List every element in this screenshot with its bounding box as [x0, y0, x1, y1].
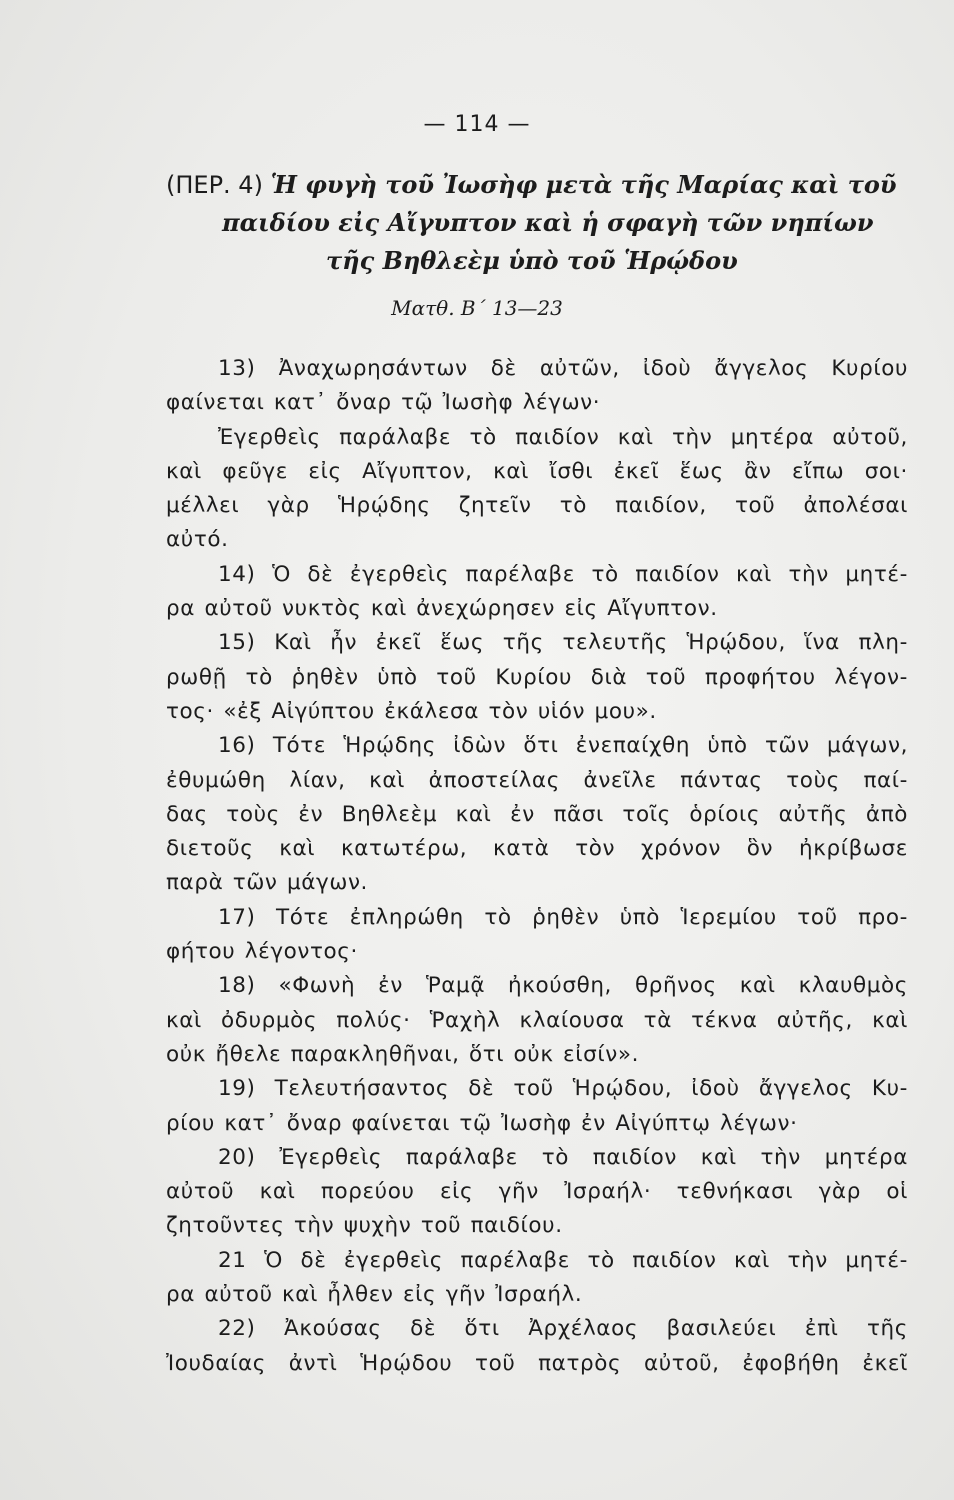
text-line: ρωθῇ τὸ ῥηθὲν ὑπὸ τοῦ Κυρίου διὰ τοῦ προφήτου λέγον- — [166, 664, 908, 690]
body-text — [166, 352, 908, 1381]
text-line: 22) Ἀκούσας δὲ ὅτι Ἀρχέλαος βασιλεύει ἐπὶ τῆς — [218, 1316, 908, 1342]
text-line: οὐκ ἤθελε παρακληθῆναι, ὅτι οὐκ εἰσίν». — [166, 1041, 640, 1067]
text-line: 17) Τότε ἐπληρώθη τὸ ῥηθὲν ὑπὸ Ἱερεμίου τοῦ προ- — [218, 904, 908, 930]
text-line: τος· «ἐξ Αἰγύπτου ἐκάλεσα τὸν υἱόν μου». — [166, 698, 657, 724]
text-line: φήτου λέγοντος· — [166, 939, 358, 965]
page-number: — 114 — — [423, 112, 531, 137]
text-line: δας τοὺς ἐν Βηθλεὲμ καὶ ἐν πᾶσι τοῖς ὁρίοις αὐτῆς ἀπὸ — [166, 801, 908, 827]
text-line: 16) Τότε Ἡρῴδης ἰδὼν ὅτι ἐνεπαίχθη ὑπὸ τῶν μάγων, — [218, 733, 908, 759]
text-line: Ἐγερθεὶς παράλαβε τὸ παιδίον καὶ τὴν μητέρα αὐτοῦ, — [218, 424, 908, 450]
text-line: καὶ ὀδυρμὸς πολύς· Ῥαχὴλ κλαίουσα τὰ τέκνα αὐτῆς, καὶ — [166, 1007, 908, 1033]
text-line: ζητοῦντες τὴν ψυχὴν τοῦ παιδίου. — [166, 1213, 563, 1239]
text-line: μέλλει γὰρ Ἡρῴδης ζητεῖν τὸ παιδίον, τοῦ ἀπολέσαι — [166, 493, 908, 519]
heading-line-1 — [166, 166, 906, 204]
text-line: φαίνεται κατ᾽ ὄναρ τῷ Ἰωσὴφ λέγων· — [166, 390, 601, 416]
heading-line-2 — [166, 204, 906, 242]
text-line: 21 Ὁ δὲ ἐγερθεὶς παρέλαβε τὸ παιδίον καὶ τὴν μητέ- — [218, 1247, 908, 1273]
text-line: διετοῦς καὶ κατωτέρω, κατὰ τὸν χρόνον ὃν ἠκρίβωσε — [166, 836, 908, 862]
section-heading — [166, 166, 906, 280]
text-line: 13) Ἀναχωρησάντων δὲ αὐτῶν, ἰδοὺ ἄγγελος Κυρίου — [218, 356, 908, 381]
text-line: ρα αὐτοῦ καὶ ἦλθεν εἰς γῆν Ἰσραήλ. — [166, 1282, 583, 1308]
text-line: αὐτό. — [166, 527, 229, 553]
text-line: παρὰ τῶν μάγων. — [166, 870, 368, 896]
text-line: αὐτοῦ καὶ πορεύου εἰς γῆν Ἰσραήλ· τεθνήκασι γὰρ οἱ — [166, 1179, 908, 1205]
text-line: 14) Ὁ δὲ ἐγερθεὶς παρέλαβε τὸ παιδίον καὶ τὴν μητέ- — [218, 561, 908, 587]
text-line: ἐθυμώθη λίαν, καὶ ἀποστείλας ἀνεῖλε πάντας τοὺς παί- — [166, 767, 908, 793]
heading-title-part-2: παιδίου εἰς Αἴγυπτον καὶ ἡ σφαγὴ τῶν νηπίων — [222, 208, 874, 237]
text-line: ρίου κατ᾽ ὄναρ φαίνεται τῷ Ἰωσὴφ ἐν Αἰγύπτῳ λέγων· — [166, 1110, 798, 1136]
section-label: (ΠΕΡ. 4) — [166, 171, 263, 199]
heading-line-3 — [166, 242, 906, 280]
text-line: ρα αὐτοῦ νυκτὸς καὶ ἀνεχώρησεν εἰς Αἴγυπτον. — [166, 596, 718, 622]
text-line: Ἰουδαίας ἀντὶ Ἡρῴδου τοῦ πατρὸς αὐτοῦ, ἐφοβήθη ἐκεῖ — [166, 1350, 908, 1376]
text-line: 15) Καὶ ἦν ἐκεῖ ἕως τῆς τελευτῆς Ἡρῴδου, ἵνα πλη- — [218, 630, 908, 656]
text-line: 18) «Φωνὴ ἐν Ῥαμᾷ ἠκούσθη, θρῆνος καὶ κλαυθμὸς — [218, 973, 908, 999]
scripture-reference: Ματθ. Β΄ 13—23 — [391, 296, 563, 320]
text-line: 20) Ἐγερθεὶς παράλαβε τὸ παιδίον καὶ τὴν μητέρα — [218, 1144, 908, 1170]
heading-title-part-1: Ἡ φυγὴ τοῦ Ἰωσὴφ μετὰ τῆς Μαρίας καὶ τοῦ — [270, 170, 897, 199]
text-line: 19) Τελευτήσαντος δὲ τοῦ Ἡρῴδου, ἰδοὺ ἄγγελος Κυ- — [218, 1076, 908, 1102]
heading-title-part-3: τῆς Βηθλεὲμ ὑπὸ τοῦ Ἡρῴδου — [326, 246, 738, 275]
text-line: καὶ φεῦγε εἰς Αἴγυπτον, καὶ ἴσθι ἐκεῖ ἕως ἂν εἴπω σοι· — [166, 458, 908, 484]
